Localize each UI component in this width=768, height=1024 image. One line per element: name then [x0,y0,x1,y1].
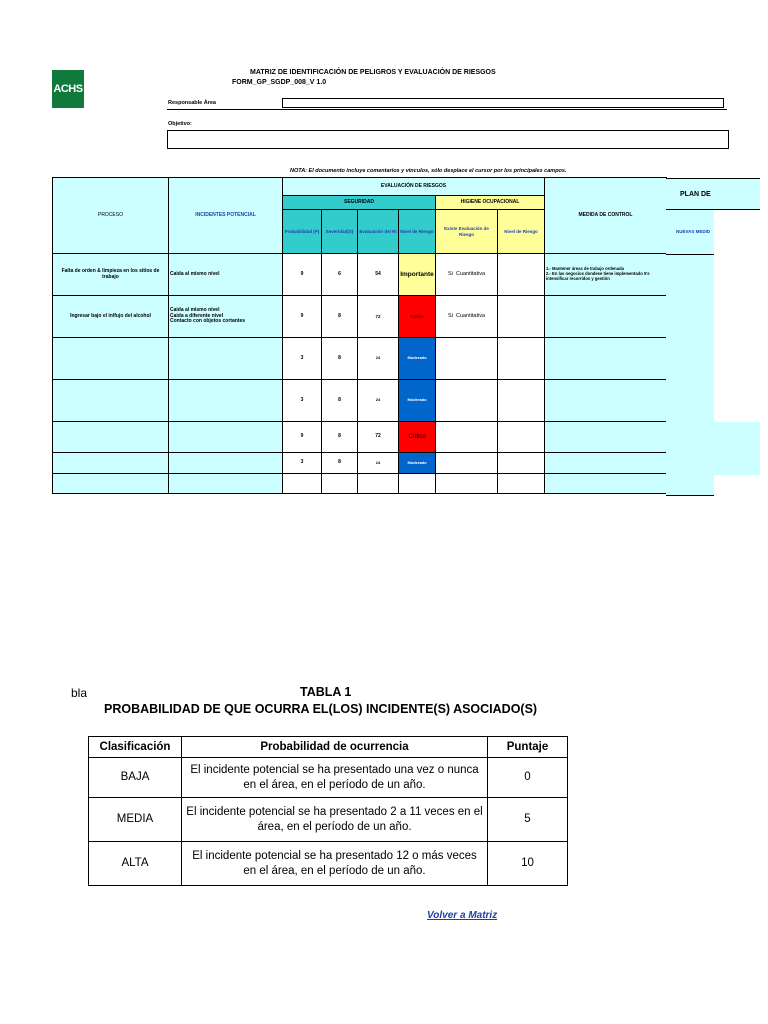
table-title: TABLA 1 [300,685,352,699]
nivel-cell: Crítico [399,422,436,453]
existe-cell [436,422,498,453]
s-cell: 6 [322,254,358,296]
nivel-hig-cell [498,296,545,338]
medida-cell [545,380,667,422]
existe-cell: Si Cuantitativa [436,296,498,338]
clasificacion-cell: BAJA [89,758,182,798]
header-plan: PLAN DE [666,178,760,210]
table-row [89,842,568,886]
proceso-cell [53,338,169,380]
existe-cell [436,474,498,494]
descripcion-cell: El incidente potencial se ha presentado una vez o nunca en el área, en el período de un año. [182,758,488,798]
puntaje-cell: 5 [488,798,568,842]
table-header-row [89,737,568,758]
divider [167,109,727,110]
header-nuevas-medidas: NUEVAS MEDID [666,210,714,254]
proceso-cell: Falta de orden & limpieza en los sitios de trabajo [53,254,169,296]
nivel-cell: Crítico [399,296,436,338]
p-cell: 3 [283,338,322,380]
medida-cell [545,422,667,453]
table-row [53,453,667,474]
e-cell: 24 [358,380,399,422]
medida-cell [545,296,667,338]
proceso-cell [53,474,169,494]
e-cell: 54 [358,254,399,296]
nivel-hig-cell [498,474,545,494]
col-header-probabilidad: Probabilidad de ocurrencia [182,737,488,758]
header-incidentes: INCIDENTES POTENCIAL [169,178,283,254]
proceso-cell [53,380,169,422]
nivel-hig-cell [498,254,545,296]
table-row [89,798,568,842]
clasificacion-cell: MEDIA [89,798,182,842]
objetivo-field[interactable] [167,130,729,149]
e-cell: 72 [358,296,399,338]
header-higiene: HIGIENE OCUPACIONAL [436,196,545,210]
stray-text: bla [71,686,88,700]
header-nivel-hig: Nivel de Riesgo [498,210,545,254]
nivel-cell [399,474,436,494]
col-header-clasificacion: Clasificación [89,737,182,758]
p-cell: 9 [283,296,322,338]
plan-column-fill [666,422,760,475]
table-subtitle: PROBABILIDAD DE QUE OCURRA EL(LOS) INCIDENTE(S) ASOCIADO(S) [104,702,538,716]
document-title: MATRIZ DE IDENTIFICACIÓN DE PELIGROS Y EVALUACIÓN DE RIESGOS [250,69,496,76]
note-text: NOTA: El documento incluye comentarios y vinculos, sólo desplace el cursor por los principales campos. [290,168,567,174]
e-cell: 24 [358,453,399,474]
probability-table [88,736,568,886]
nivel-cell: Moderado [399,380,436,422]
p-cell: 3 [283,453,322,474]
s-cell [322,474,358,494]
p-cell: 9 [283,422,322,453]
volver-a-matriz-link[interactable]: Volver a Matriz [427,910,498,921]
s-cell: 8 [322,422,358,453]
table-row [53,422,667,453]
header-medida: MEDIDA DE CONTROL [545,178,667,254]
incidentes-cell [169,474,283,494]
medida-cell [545,474,667,494]
s-cell: 8 [322,453,358,474]
table-row [53,474,667,494]
incidentes-cell [169,380,283,422]
s-cell: 8 [322,338,358,380]
incidentes-cell [169,422,283,453]
header-evaluacion: EVALUACIÓN DE RIESGOS [283,178,545,196]
proceso-cell: Ingresar bajo el inlfujo del alcohol [53,296,169,338]
puntaje-cell: 10 [488,842,568,886]
proceso-cell [53,422,169,453]
table-row [53,380,667,422]
col-header-puntaje: Puntaje [488,737,568,758]
responsable-field[interactable] [282,98,724,108]
p-cell: 9 [283,254,322,296]
medida-cell [545,338,667,380]
e-cell: 24 [358,338,399,380]
s-cell: 8 [322,296,358,338]
achs-logo: ACHS [52,70,84,108]
existe-cell [436,380,498,422]
descripcion-cell: El incidente potencial se ha presentado 12 o más veces en el área, en el período de un año. [182,842,488,886]
existe-cell [436,453,498,474]
table-row [53,296,667,338]
nivel-cell: Moderado [399,338,436,380]
divider [666,495,714,496]
objetivo-label: Objetivo: [168,121,192,127]
incidentes-cell [169,338,283,380]
divider [666,254,714,255]
plan-column-fill [666,254,714,422]
form-code: FORM_GP_SGDP_008_V 1.0 [232,79,327,86]
table-row [53,338,667,380]
existe-cell: Si Cuantitativa [436,254,498,296]
incidentes-cell: Caida al mismo nivel Caida a diferente nivel Contacto con objetos cortantes [169,296,283,338]
s-cell: 8 [322,380,358,422]
header-severidad: Severidad(S) [322,210,358,254]
nivel-hig-cell [498,338,545,380]
plan-column-fill [666,475,714,495]
p-cell [283,474,322,494]
proceso-cell [53,453,169,474]
puntaje-cell: 0 [488,758,568,798]
table-row [53,254,667,296]
risk-matrix [52,177,667,494]
header-evaluacion-ri: Evaluación del Ri [358,210,399,254]
incidentes-cell [169,453,283,474]
descripcion-cell: El incidente potencial se ha presentado 2 a 11 veces en el área, en el período de un año. [182,798,488,842]
header-existe: Existe Evaluación de Riesgo [436,210,498,254]
responsable-label: Responsable Área [168,100,216,106]
medida-cell [545,453,667,474]
table-row [89,758,568,798]
header-seguridad: SEGURIDAD [283,196,436,210]
nivel-cell: Moderado [399,453,436,474]
nivel-hig-cell [498,453,545,474]
e-cell [358,474,399,494]
header-proceso: PROCESO [53,178,169,254]
nivel-hig-cell [498,422,545,453]
p-cell: 3 [283,380,322,422]
existe-cell [436,338,498,380]
header-nivel: Nivel de Riesgo [399,210,436,254]
medida-cell: 1.- Mantener áreas de trabajo ordenada 2.- En las negocios dondese tiene implementado 5's intensificar recorridos y gestión [545,254,667,296]
nivel-cell: Importante [399,254,436,296]
clasificacion-cell: ALTA [89,842,182,886]
header-probabilidad: Probabilidad (P) [283,210,322,254]
e-cell: 72 [358,422,399,453]
incidentes-cell: Caida al mismo nivel [169,254,283,296]
nivel-hig-cell [498,380,545,422]
